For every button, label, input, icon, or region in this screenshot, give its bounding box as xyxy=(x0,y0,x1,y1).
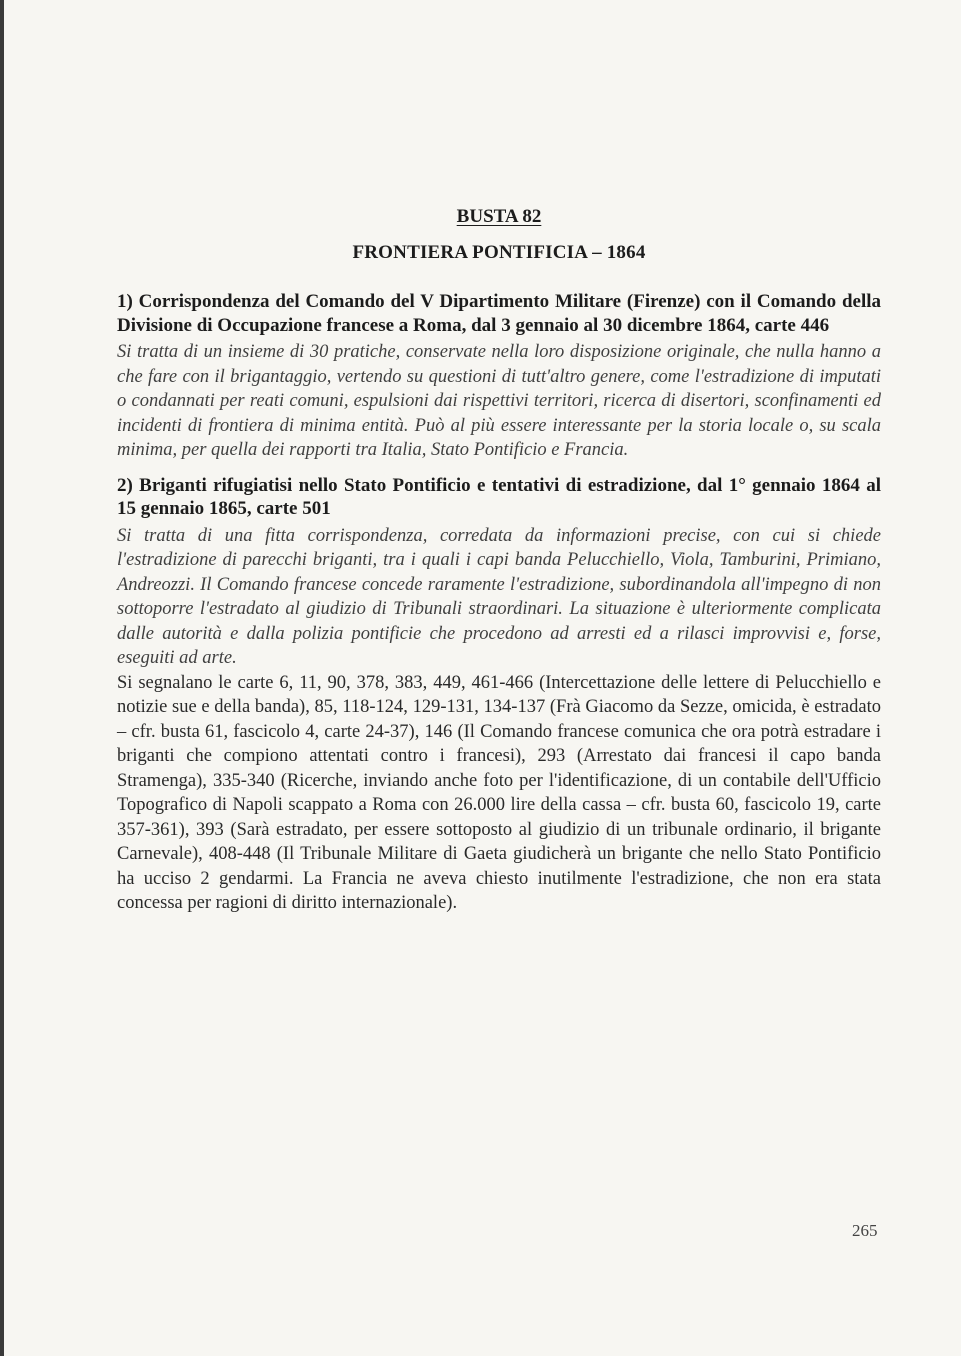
section-title: FRONTIERA PONTIFICIA – 1864 xyxy=(352,242,646,263)
entry-heading: 2) Briganti rifugiatisi nello Stato Pontificio e tentativi di estradizione, dal 1° gennaio 1864 al 15 gennaio 1865, carte 501 xyxy=(117,474,881,519)
scan-edge xyxy=(0,0,4,1356)
entry-description: Si tratta di una fitta corrispondenza, corredata da informazioni precise, con cui si chiede l'estradizione di parecchi briganti, tra i quali i capi banda Pelucchiello, Viola, Tamburini, Primiano, Andreozzi. Il Comando francese concede raramente l'estradizione, subordinandola all'impegno di non sottoporre l'estradato al giudizio di Tribunali straordinari. La situazione è ulteriormente complicata dalle autorità e dalla polizia pontificie che procedono ad arresti ed a rilasci improvvisi e, forse, eseguiti ad arte. xyxy=(117,525,881,668)
entry-2 xyxy=(117,474,881,916)
entry-description: Si tratta di un insieme di 30 pratiche, conservate nella loro disposizione originale, che nulla hanno a che fare con il brigantaggio, vertendo su questioni di tutt'altro genere, come l'estradizione di imputati o condannati per reati comuni, espulsioni dai rispettivi territori, ricerca di disertori, sconfinamenti ed incidenti di frontiera di minima entità. Può al più essere interessante per la storia locale o, su scala minima, per quella dei rapporti tra Italia, Stato Pontificio e Francia. xyxy=(117,342,881,460)
page-number: 265 xyxy=(852,1221,878,1240)
entry-heading: 1) Corrispondenza del Comando del V Dipartimento Militare (Firenze) con il Comando della Divisione di Occupazione francese a Roma, dal 3 gennaio al 30 dicembre 1864, carte 446 xyxy=(117,291,881,336)
entry-notes: Si segnalano le carte 6, 11, 90, 378, 383, 449, 461-466 (Intercettazione delle lettere di Pelucchiello e notizie sue e della banda), 85, 118-124, 129-131, 134-137 (Frà Giacomo da Sezze, omicida, è estradato – cfr. busta 61, fascicolo 4, carte 24-37), 146 (Il Comando francese comunica che ora potrà estradare i briganti che compiono attentati contro i francesi), 293 (Arrestato dai francesi il capo banda Stramenga), 335-340 (Ricerche, inviando anche foto per l'identificazione, di un contabile dell'Ufficio Topografico di Napoli scappato a Roma con 26.000 lire della cassa – cfr. busta 60, fascicolo 19, carte 357-361), 393 (Sarà estradato, per essere sottoposto al giudizio di un tribunale ordinario, il brigante Carnevale), 408-448 (Il Tribunale Militare di Gaeta giudicherà un brigante che nello Stato Pontificio ha ucciso 2 gendarmi. La Francia ne aveva chiesto inutilmente l'estradizione, che non era stata concessa per ragioni di diritto internazionale). xyxy=(117,672,881,913)
page-content xyxy=(117,206,881,927)
entry-1 xyxy=(117,290,881,463)
busta-title: BUSTA 82 xyxy=(456,206,542,227)
